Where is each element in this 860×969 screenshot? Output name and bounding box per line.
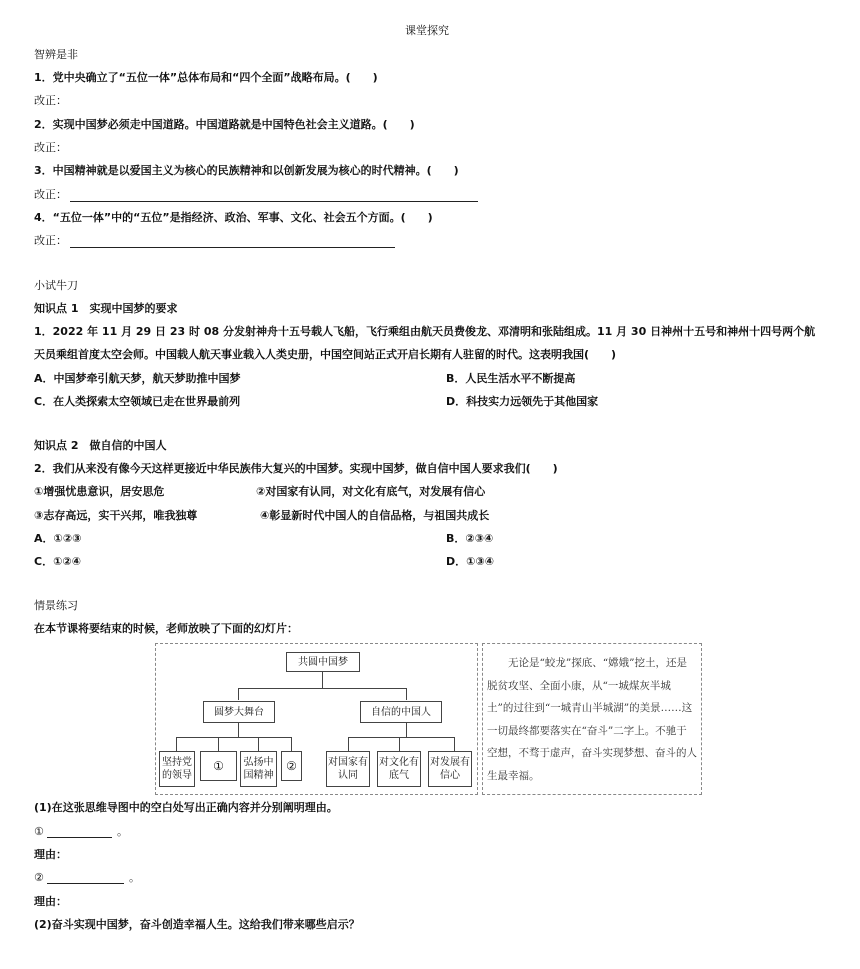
- k1-option-b: B．人民生活水平不断提高: [446, 372, 576, 385]
- k1-question-line1: 1．2022 年 11 月 29 日 23 时 08 分发射神舟十五号载人飞船，飞行乘组由航天员费俊龙、邓清明和张陆组成。11 月 30 日神州十五号和神州十四号两个航: [34, 325, 816, 338]
- blank-2-label: ②: [34, 871, 44, 884]
- k1-option-c: C．在人类探索太空领域已走在世界最前列: [34, 395, 241, 408]
- knowledge-point-2: 知识点 2 做自信的中国人: [34, 439, 167, 452]
- k1-option-a: A．中国梦牵引航天梦，航天梦助推中国梦: [34, 372, 241, 385]
- k2-option-a: A．①②③: [34, 532, 82, 545]
- reason-2-label: 理由：: [34, 895, 67, 908]
- blank-1-period: 。: [117, 825, 128, 838]
- map-leaf-blank-2: ②: [281, 751, 302, 781]
- blank-1-label: ①: [34, 825, 44, 838]
- blank-1-line[interactable]: [47, 836, 112, 838]
- k2-statement-1: ①增强忧患意识，居安思危: [34, 485, 165, 498]
- sub-question-2: (2)奋斗实现中国梦，奋斗创造幸福人生。这给我们带来哪些启示？: [34, 918, 360, 931]
- question-3: 3．中国精神就是以爱国主义为核心的民族精神和以创新发展为核心的时代精神。( ): [34, 164, 459, 177]
- section-heading-zhibian: 智辨是非: [34, 48, 78, 61]
- correction-line-3[interactable]: [70, 200, 478, 202]
- map-leaf-7: 对发展有信心: [428, 751, 472, 787]
- mind-map: [155, 643, 478, 795]
- sub-question-1: (1)在这张思维导图中的空白处写出正确内容并分别阐明理由。: [34, 801, 338, 814]
- k2-question: 2．我们从来没有像今天这样更接近中华民族伟大复兴的中国梦。实现中国梦，做自信中国人要求我们( ): [34, 462, 558, 475]
- section-heading-xiaoshi: 小试牛刀: [34, 279, 78, 292]
- quote-text: 无论是“蛟龙”探底、“嫦娥”挖土，还是脱贫攻坚、全面小康，从“一城煤灰半城土”的过往到“一城青山半城湖”的美景……这一切最终都要落实在“奋斗”二字上。不驰于空想，不骛于虚声，奋斗实现梦想、奋斗的人生最幸福。: [487, 657, 697, 782]
- question-2: 2．实现中国梦必须走中国道路。中国道路就是中国特色社会主义道路。( ): [34, 118, 415, 131]
- map-leaf-3: 弘扬中国精神: [240, 751, 277, 787]
- blank-2-line[interactable]: [47, 882, 124, 884]
- k1-option-d: D．科技实力远领先于其他国家: [446, 395, 599, 408]
- correction-label-3: 改正：: [34, 188, 67, 201]
- map-leaf-1: 坚持党的领导: [159, 751, 195, 787]
- k2-statement-4: ④彰显新时代中国人的自信品格，与祖国共成长: [260, 509, 490, 522]
- correction-label-1: 改正：: [34, 94, 67, 107]
- map-left-node: 圆梦大舞台: [203, 701, 275, 723]
- section-heading-qingjing: 情景练习: [34, 599, 78, 612]
- question-1: 1．党中央确立了“五位一体”总体布局和“四个全面”战略布局。( ): [34, 71, 378, 84]
- quote-box: [482, 643, 702, 795]
- correction-label-4: 改正：: [34, 234, 67, 247]
- map-leaf-5: 对国家有认同: [326, 751, 370, 787]
- map-leaf-blank-1: ①: [200, 751, 237, 781]
- blank-2-period: 。: [129, 871, 140, 884]
- map-right-node: 自信的中国人: [360, 701, 442, 723]
- slide-intro: 在本节课将要结束的时候，老师放映了下面的幻灯片：: [34, 622, 298, 635]
- k2-statement-3: ③志存高远，实干兴邦，唯我独尊: [34, 509, 198, 522]
- k2-statement-2: ②对国家有认同，对文化有底气，对发展有信心: [256, 485, 486, 498]
- k1-question-line2: 天员乘组首度太空会师。中国载人航天事业载入人类史册，中国空间站正式开启长期有人驻留的时代。这表明我国( ): [34, 348, 617, 361]
- reason-1-label: 理由：: [34, 848, 67, 861]
- page-title: 课堂探究: [405, 24, 449, 37]
- correction-label-2: 改正：: [34, 141, 67, 154]
- map-root-node: 共圆中国梦: [286, 652, 360, 672]
- k2-option-b: B．②③④: [446, 532, 494, 545]
- question-4: 4．“五位一体”中的“五位”是指经济、政治、军事、文化、社会五个方面。( ): [34, 211, 433, 224]
- map-leaf-6: 对文化有底气: [377, 751, 421, 787]
- knowledge-point-1: 知识点 1 实现中国梦的要求: [34, 302, 178, 315]
- k2-option-c: C．①②④: [34, 555, 82, 568]
- correction-line-4[interactable]: [70, 246, 395, 248]
- k2-option-d: D．①③④: [446, 555, 495, 568]
